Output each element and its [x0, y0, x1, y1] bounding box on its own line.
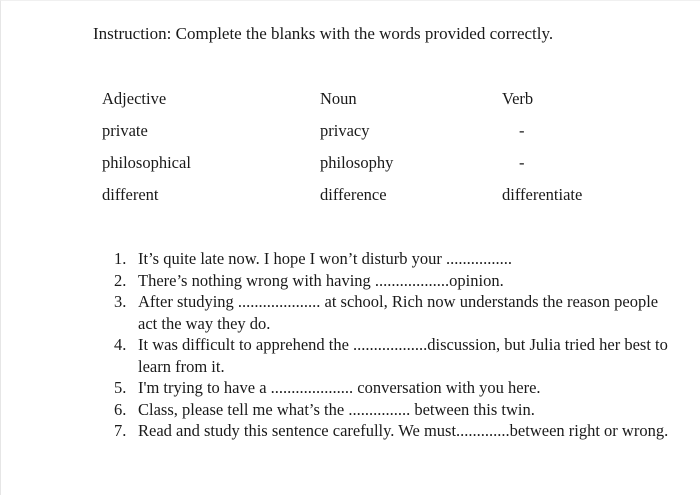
table-header-noun: Noun [320, 89, 357, 108]
question-number: 1. [114, 249, 127, 268]
question-number: 3. [114, 292, 127, 311]
question-text: After studying .................... at school, Rich now understands the reason people act the way they do. [138, 292, 659, 333]
question-item [114, 377, 674, 399]
question-text: I'm trying to have a .................... conversation with you here. [138, 378, 541, 397]
table-cell-noun: philosophy [320, 153, 394, 172]
table-cell-adjective: private [102, 121, 148, 140]
question-item [114, 291, 674, 334]
table-header-verb: Verb [502, 89, 534, 108]
question-text: It was difficult to apprehend the ..................discussion, but Julia tried her best to learn from it. [138, 335, 668, 376]
question-item [114, 270, 674, 292]
table-cell-noun: privacy [320, 121, 370, 140]
question-item [114, 334, 674, 377]
question-text: Read and study this sentence carefully. We must.............between right or wrong. [138, 421, 669, 440]
question-item [114, 399, 674, 421]
table-cell-adjective: philosophical [102, 153, 191, 172]
question-number: 2. [114, 270, 127, 290]
question-text: Class, please tell me what’s the ............... between this twin. [138, 399, 535, 419]
instruction-text: Instruction: Complete the blanks with the words provided correctly. [93, 24, 554, 43]
question-text: It’s quite late now. I hope I won’t disturb your ................ [138, 249, 512, 268]
table-cell-noun: difference [320, 185, 387, 204]
question-number: 7. [114, 421, 127, 440]
table-header-adjective: Adjective [102, 89, 167, 108]
question-item [114, 420, 674, 442]
question-item [114, 248, 674, 270]
question-list [114, 248, 674, 442]
question-number: 5. [114, 378, 127, 397]
table-cell-adjective: different [102, 185, 159, 204]
table-cell-verb: - [519, 121, 525, 140]
question-number: 6. [114, 399, 127, 419]
table-cell-verb: differentiate [502, 185, 583, 204]
question-text: There’s nothing wrong with having ..................opinion. [138, 270, 504, 290]
table-cell-verb: - [519, 153, 525, 172]
question-number: 4. [114, 335, 127, 354]
